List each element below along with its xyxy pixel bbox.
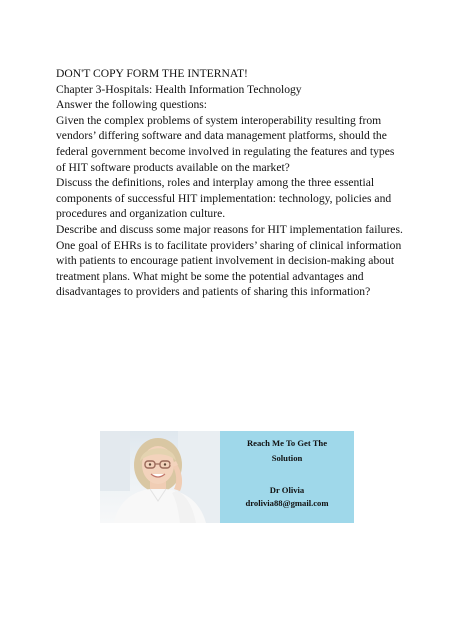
contact-card[interactable]	[220, 431, 354, 523]
instructions: Answer the following questions:	[56, 98, 208, 112]
document-body	[56, 66, 406, 300]
question-2: Discuss the definitions, roles and interplay among the three essential components of successful HIT implementation: technology, policies and procedures and organization culture.	[56, 176, 392, 221]
promo-banner[interactable]	[100, 431, 354, 523]
contact-name: Dr Olivia	[269, 485, 305, 495]
question-4: One goal of EHRs is to facilitate providers’ sharing of clinical information with patients to encourage patient involvement in decision-making about treatment plans. What might be some the potential advantages and disadvantages to providers and patients of sharing this information?	[56, 238, 402, 299]
woman-with-glasses-photo	[100, 431, 220, 523]
contact-email-link[interactable]: drolivia88@gmail.com	[245, 498, 329, 508]
cta-line-1: Reach Me To Get The	[246, 438, 328, 448]
cta-line-2: Solution	[271, 453, 303, 463]
chapter-title: Chapter 3-Hospitals: Health Information Technology	[56, 82, 302, 96]
copy-warning: DON'T COPY FORM THE INTERNAT!	[56, 67, 248, 80]
woman-portrait-illustration	[100, 431, 220, 523]
question-1: Given the complex problems of system interoperability resulting from vendors’ differing software and data management platforms, should the federal government become involved in regulating the features and types of HIT software products available on the market?	[56, 113, 395, 174]
question-3: Describe and discuss some major reasons for HIT implementation failures.	[56, 222, 403, 236]
